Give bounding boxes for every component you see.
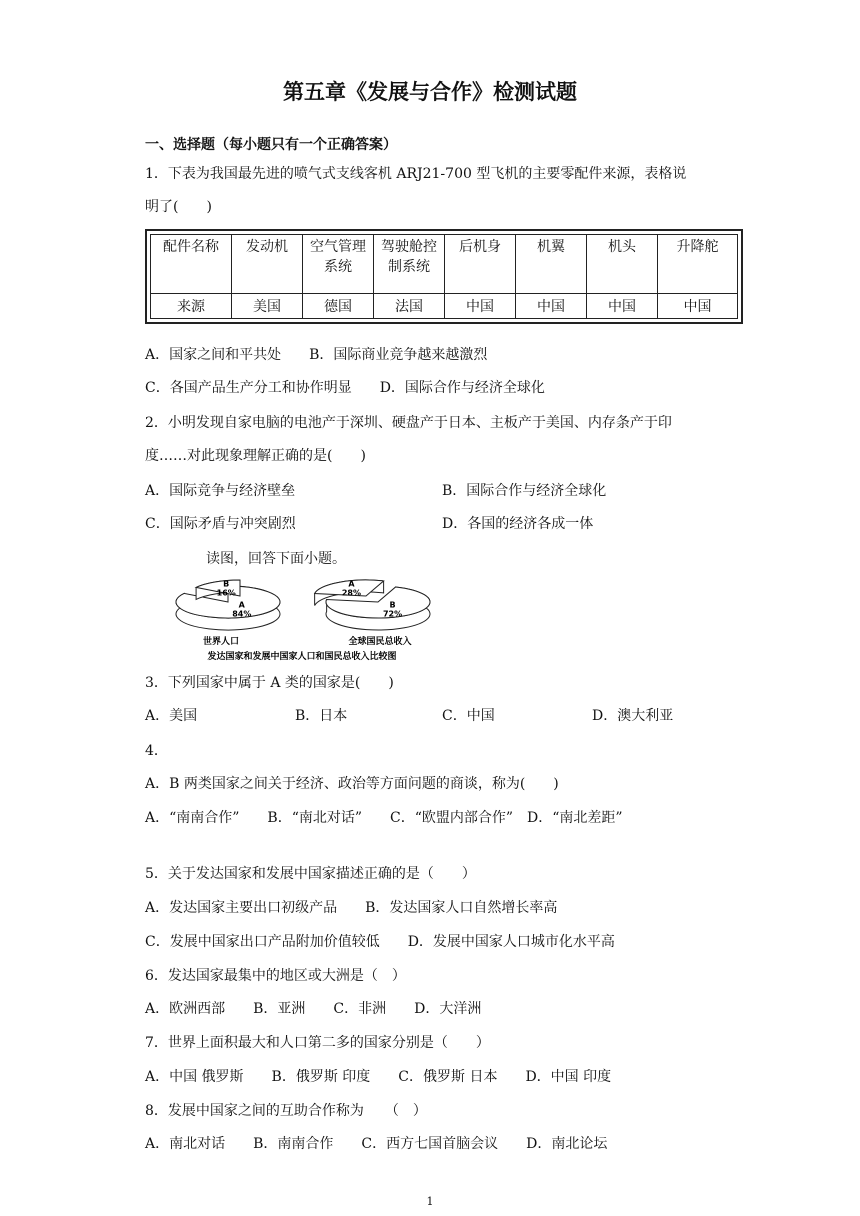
q5-options-cd: C．发展中国家出口产品附加价值较低 D．发展中国家人口城市化水平高 <box>145 934 615 950</box>
q8-stem: 8．发展中国家之间的互助合作称为 （ ） <box>145 1103 427 1119</box>
q7-stem: 7．世界上面积最大和人口第二多的国家分别是（ ） <box>145 1035 490 1051</box>
q1-options-ab: A．国家之间和平共处 B．国际商业竞争越来越激烈 <box>145 347 488 363</box>
q2-stem-line1: 2．小明发现自家电脑的电池产于深圳、硬盘产于日本、主板产于美国、内存条产于印 <box>145 415 672 431</box>
q2-option-a: A．国际竞争与经济壁垒 <box>145 483 296 499</box>
q3-option-b: B．日本 <box>295 708 348 724</box>
q5-stem: 5．关于发达国家和发展中国家描述正确的是（ ） <box>145 866 476 882</box>
q5-options-ab: A．发达国家主要出口初级产品 B．发达国家人口自然增长率高 <box>145 900 558 916</box>
q4-number: 4． <box>145 743 168 759</box>
pie-slice-name: A <box>238 600 245 610</box>
table-cell: 驾驶舱控制系统 <box>374 235 445 294</box>
q2-option-c: C．国际矛盾与冲突剧烈 <box>145 516 296 532</box>
table-cell: 美国 <box>232 294 303 319</box>
table-cell: 发动机 <box>232 235 303 294</box>
q3-option-d: D．澳大利亚 <box>592 708 674 724</box>
table-cell: 德国 <box>303 294 374 319</box>
section-heading: 一、选择题（每小题只有一个正确答案） <box>145 137 397 153</box>
table-cell: 配件名称 <box>151 235 232 294</box>
table-cell: 中国 <box>516 294 587 319</box>
pie-slice-value: 84% <box>232 609 252 619</box>
q3-option-c: C．中国 <box>442 708 495 724</box>
q2-stem-line2: 度……对此现象理解正确的是( ) <box>145 448 366 464</box>
pie-slice-name: B <box>389 600 396 610</box>
parts-table-source-row <box>151 294 738 319</box>
pie-world-population <box>176 579 280 630</box>
table-cell: 中国 <box>587 294 658 319</box>
q3-stem: 3．下列国家中属于 A 类的国家是( ) <box>145 675 394 691</box>
q4-stem: A．B 两类国家之间关于经济、政治等方面问题的商谈，称为( ) <box>145 776 559 792</box>
parts-table-header-row <box>151 235 738 294</box>
q4-options: A．“南南合作” B．“南北对话” C．“欧盟内部合作” D．“南北差距” <box>145 810 623 826</box>
table-cell: 后机身 <box>445 235 516 294</box>
q1-options-cd: C．各国产品生产分工和协作明显 D．国际合作与经济全球化 <box>145 380 545 396</box>
table-cell: 机头 <box>587 235 658 294</box>
table-cell: 中国 <box>658 294 738 319</box>
pie-slice-value: 16% <box>216 588 236 598</box>
parts-table <box>145 229 743 324</box>
pie-label-world-population: 世界人口 <box>202 637 240 647</box>
table-cell: 来源 <box>151 294 232 319</box>
q1-stem-line1: 1．下表为我国最先进的喷气式支线客机 ARJ21-700 型飞机的主要零配件来源，表格说 <box>145 166 687 182</box>
pie-slice-value: 28% <box>341 588 362 598</box>
pie-global-income <box>315 579 430 630</box>
table-cell: 机翼 <box>516 235 587 294</box>
table-cell: 中国 <box>445 294 516 319</box>
page-number: 1 <box>426 1195 434 1208</box>
read-instruction: 读图，回答下面小题。 <box>206 551 346 567</box>
pie-label-global-income: 全球国民总收入 <box>348 637 412 647</box>
pie-chart-figure <box>168 572 452 664</box>
q1-stem-line2: 明了( ) <box>145 199 212 215</box>
q3-option-a: A．美国 <box>145 708 198 724</box>
pie-slice-name: A <box>348 579 355 589</box>
table-cell: 法国 <box>374 294 445 319</box>
q6-options: A．欧洲西部 B．亚洲 C．非洲 D．大洋洲 <box>145 1001 482 1017</box>
page-title: 第五章《发展与合作》检测试题 <box>283 80 577 104</box>
q6-stem: 6．发达国家最集中的地区或大洲是（ ） <box>145 968 406 984</box>
chart-caption: 发达国家和发展中国家人口和国民总收入比较图 <box>207 652 397 662</box>
table-cell: 空气管理系统 <box>303 235 374 294</box>
q2-option-d: D．各国的经济各成一体 <box>442 516 594 532</box>
table-cell: 升降舵 <box>658 235 738 294</box>
pie-slice-name: B <box>223 579 230 589</box>
q8-options: A．南北对话 B．南南合作 C．西方七国首脑会议 D．南北论坛 <box>145 1136 608 1152</box>
pie-slice-value: 72% <box>382 609 403 619</box>
q2-option-b: B．国际合作与经济全球化 <box>442 483 607 499</box>
q7-options: A．中国 俄罗斯 B．俄罗斯 印度 C．俄罗斯 日本 D．中国 印度 <box>145 1069 612 1085</box>
